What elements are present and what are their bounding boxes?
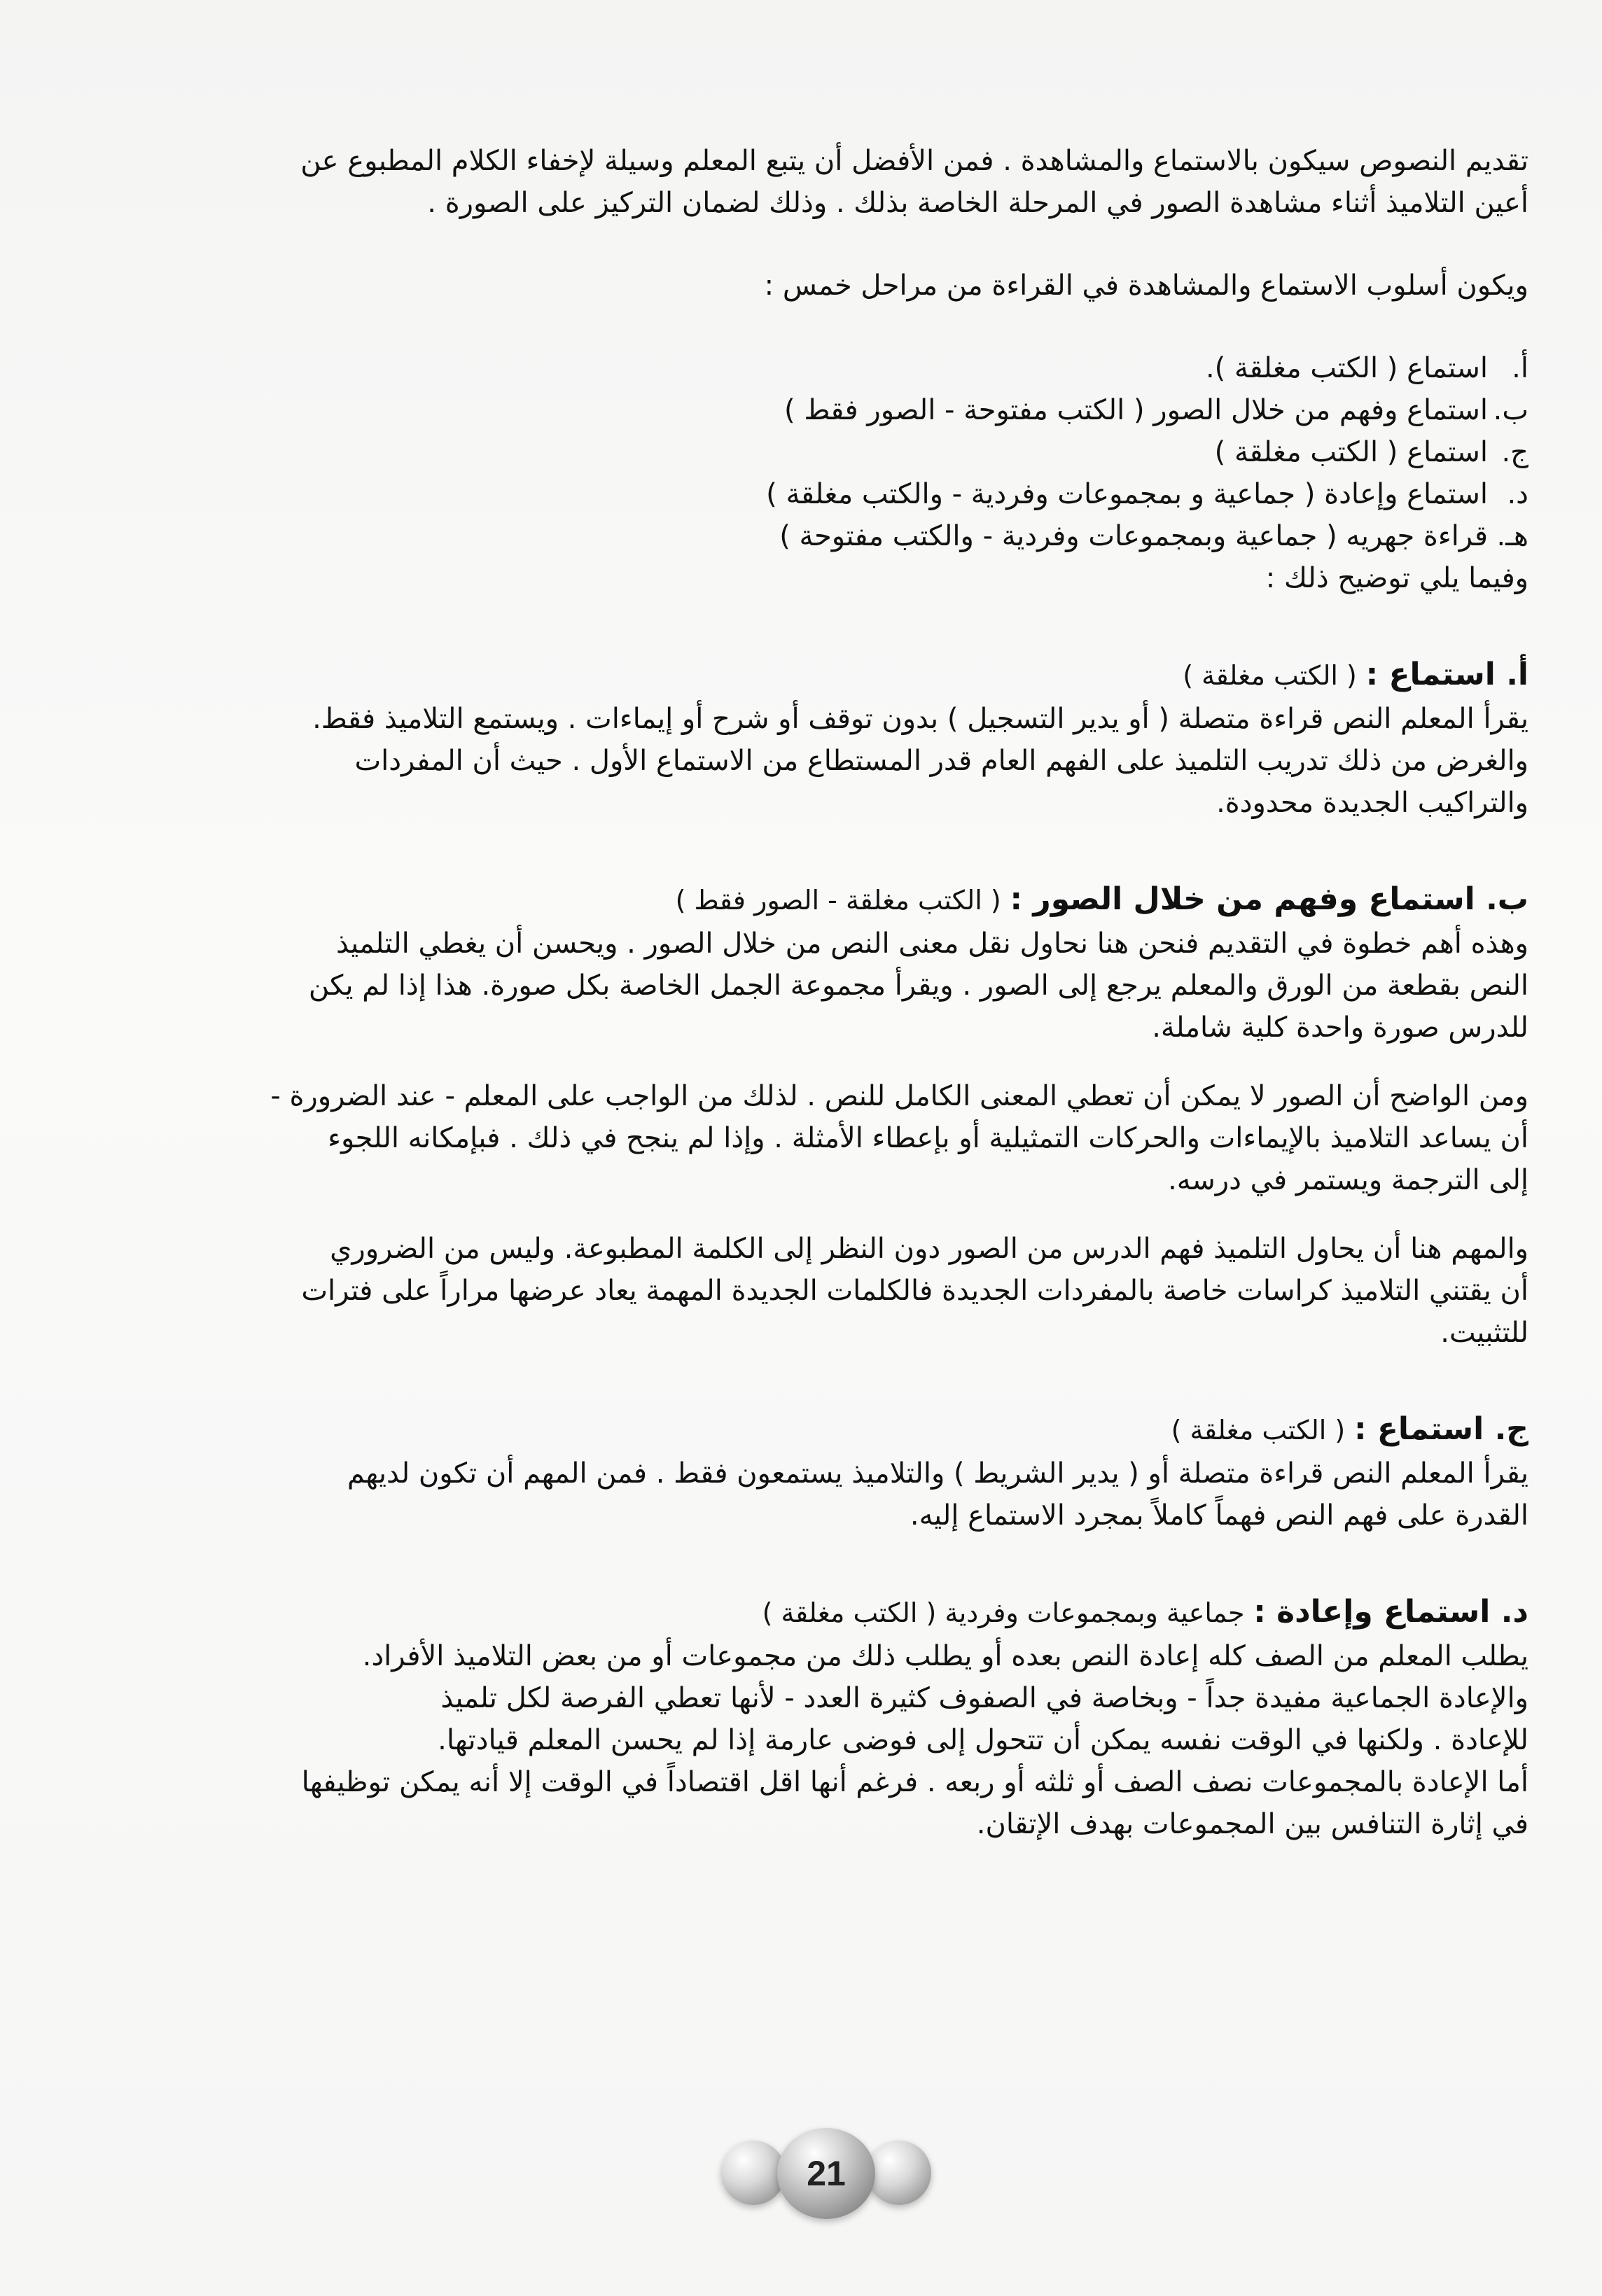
stage-text: استماع وفهم من خلال الصور ( الكتب مفتوحة - الصور فقط ) [784, 394, 1488, 426]
section-a-line-2: والغرض من ذلك تدريب التلميذ على الفهم العام قدر المستطاع من الاستماع الأول . حيث أن المفردات [354, 745, 1528, 777]
stages-intro: ويكون أسلوب الاستماع والمشاهدة في القراءة من مراحل خمس : [764, 270, 1528, 302]
page-footer [721, 2114, 931, 2226]
section-d-p2-line-1: والإعادة الجماعية مفيدة جداً - وبخاصة في الصفوف كثيرة العدد - لأنها تعطي الفرصة لكل تلميذ [440, 1682, 1528, 1714]
stage-item-a [69, 347, 1528, 389]
section-d-p3-line-1: أما الإعادة بالمجموعات نصف الصف أو ثلثه أو ربعه . فرغم أنها اقل اقتصاداً في الوقت إلا أنه يمكن توظيفها [301, 1766, 1528, 1798]
stage-text: استماع ( الكتب مغلقة ). [1205, 352, 1488, 384]
page-number: 21 [807, 2154, 846, 2193]
section-b-p3-line-1: والمهم هنا أن يحاول التلميذ فهم الدرس من الصور دون النظر إلى الكلمة المطبوعة. وليس من الضروري [330, 1233, 1528, 1265]
stages-list [69, 347, 1528, 557]
explain-intro: وفيما يلي توضيح ذلك : [1265, 562, 1528, 594]
section-b-p1-line-1: وهذه أهم خطوة في التقديم فنحن هنا نحاول نقل معنى النص من خلال الصور . ويحسن أن يغطي التلميذ [335, 927, 1528, 960]
section-a-subtitle: ( الكتب مغلقة ) [1183, 660, 1357, 691]
stage-text: استماع وإعادة ( جماعية و بمجموعات وفردية - والكتب مغلقة ) [766, 478, 1488, 510]
page-number-badge [777, 2128, 875, 2219]
stage-item-c [69, 431, 1528, 473]
section-b-title: ب. استماع وفهم من خلال الصور : [1010, 881, 1528, 917]
intro-line-1: تقديم النصوص سيكون بالاستماع والمشاهدة . فمن الأفضل أن يتبع المعلم وسيلة لإخفاء الكلام المطبوع عن [300, 145, 1528, 177]
intro-line-2: أعين التلاميذ أثناء مشاهدة الصور في المرحلة الخاصة بذلك . وذلك لضمان التركيز على الصورة . [427, 187, 1528, 219]
section-c-subtitle: ( الكتب مغلقة ) [1171, 1415, 1346, 1446]
section-c-line-2: القدرة على فهم النص فهماً كاملاً بمجرد الاستماع إليه. [910, 1499, 1528, 1532]
section-d-p2-line-2: للإعادة . ولكنها في الوقت نفسه يمكن أن تتحول إلى فوضى عارمة إذا لم يحسن المعلم قيادتها. [438, 1724, 1528, 1756]
stage-text: استماع ( الكتب مغلقة ) [1214, 436, 1488, 468]
decorative-bubble-right-icon [867, 2141, 931, 2205]
stage-item-d [69, 473, 1528, 515]
stage-marker: أ. [1512, 352, 1528, 384]
page-content [69, 140, 1528, 1845]
section-b-p2-line-1: ومن الواضح أن الصور لا يمكن أن تعطي المعنى الكامل للنص . لذلك من الواجب على المعلم - عند الضرورة - [270, 1080, 1528, 1112]
section-b-p3-line-3: للتثبيت. [1440, 1317, 1528, 1349]
section-d-p3-line-2: في إثارة التنافس بين المجموعات بهدف الإتقان. [976, 1808, 1528, 1840]
section-b-p1-line-3: للدرس صورة واحدة كلية شاملة. [1152, 1011, 1528, 1044]
section-d-heading [69, 1590, 1528, 1635]
section-d-title: د. استماع وإعادة : [1253, 1594, 1528, 1630]
section-b-p3-line-2: أن يقتني التلاميذ كراسات خاصة بالمفردات الجديدة فالكلمات الجديدة المهمة يعاد عرضها مراراً على فترات [301, 1275, 1528, 1307]
section-c-line-1: يقرأ المعلم النص قراءة متصلة أو ( يدير الشريط ) والتلاميذ يستمعون فقط . فمن المهم أن تكون لديهم [347, 1457, 1528, 1490]
stage-marker: ج. [1501, 436, 1528, 468]
section-c-heading [69, 1407, 1528, 1452]
stage-item-e [69, 515, 1528, 557]
section-c-title: ج. استماع : [1353, 1411, 1528, 1447]
section-d-p1-line-1: يطلب المعلم من الصف كله إعادة النص بعده أو يطلب ذلك من مجموعات أو من بعض التلاميذ الأفراد. [362, 1640, 1528, 1672]
section-a-line-3: والتراكيب الجديدة محدودة. [1216, 787, 1528, 819]
decorative-bubble-left-icon [721, 2141, 786, 2205]
section-a-line-1: يقرأ المعلم النص قراءة متصلة ( أو يدير التسجيل ) بدون توقف أو شرح أو إيماءات . ويستمع التلاميذ فقط. [312, 703, 1528, 735]
section-a-title: أ. استماع : [1365, 657, 1528, 692]
stage-marker: ب. [1493, 394, 1528, 426]
stage-item-b [69, 389, 1528, 431]
section-b-p1-line-2: النص بقطعة من الورق والمعلم يرجع إلى الصور . ويقرأ مجموعة الجمل الخاصة بكل صورة. هذا إذا لم يكن [308, 969, 1528, 1002]
stage-marker: د. [1507, 478, 1528, 510]
section-b-subtitle: ( الكتب مغلقة - الصور فقط ) [675, 885, 1001, 916]
stage-marker: هـ. [1496, 520, 1528, 552]
section-d-subtitle: جماعية وبمجموعات وفردية ( الكتب مغلقة ) [762, 1597, 1245, 1628]
section-b-p2-line-2: أن يساعد التلاميذ بالإيماءات والحركات التمثيلية أو بإعطاء الأمثلة . وإذا لم ينجح في ذلك . فبإمكانه اللجوء [328, 1122, 1528, 1154]
section-b-p2-line-3: إلى الترجمة ويستمر في درسه. [1168, 1164, 1528, 1196]
section-a-heading [69, 652, 1528, 698]
section-b-heading [69, 877, 1528, 923]
stage-text: قراءة جهريه ( جماعية وبمجموعات وفردية - والكتب مفتوحة ) [779, 520, 1488, 552]
